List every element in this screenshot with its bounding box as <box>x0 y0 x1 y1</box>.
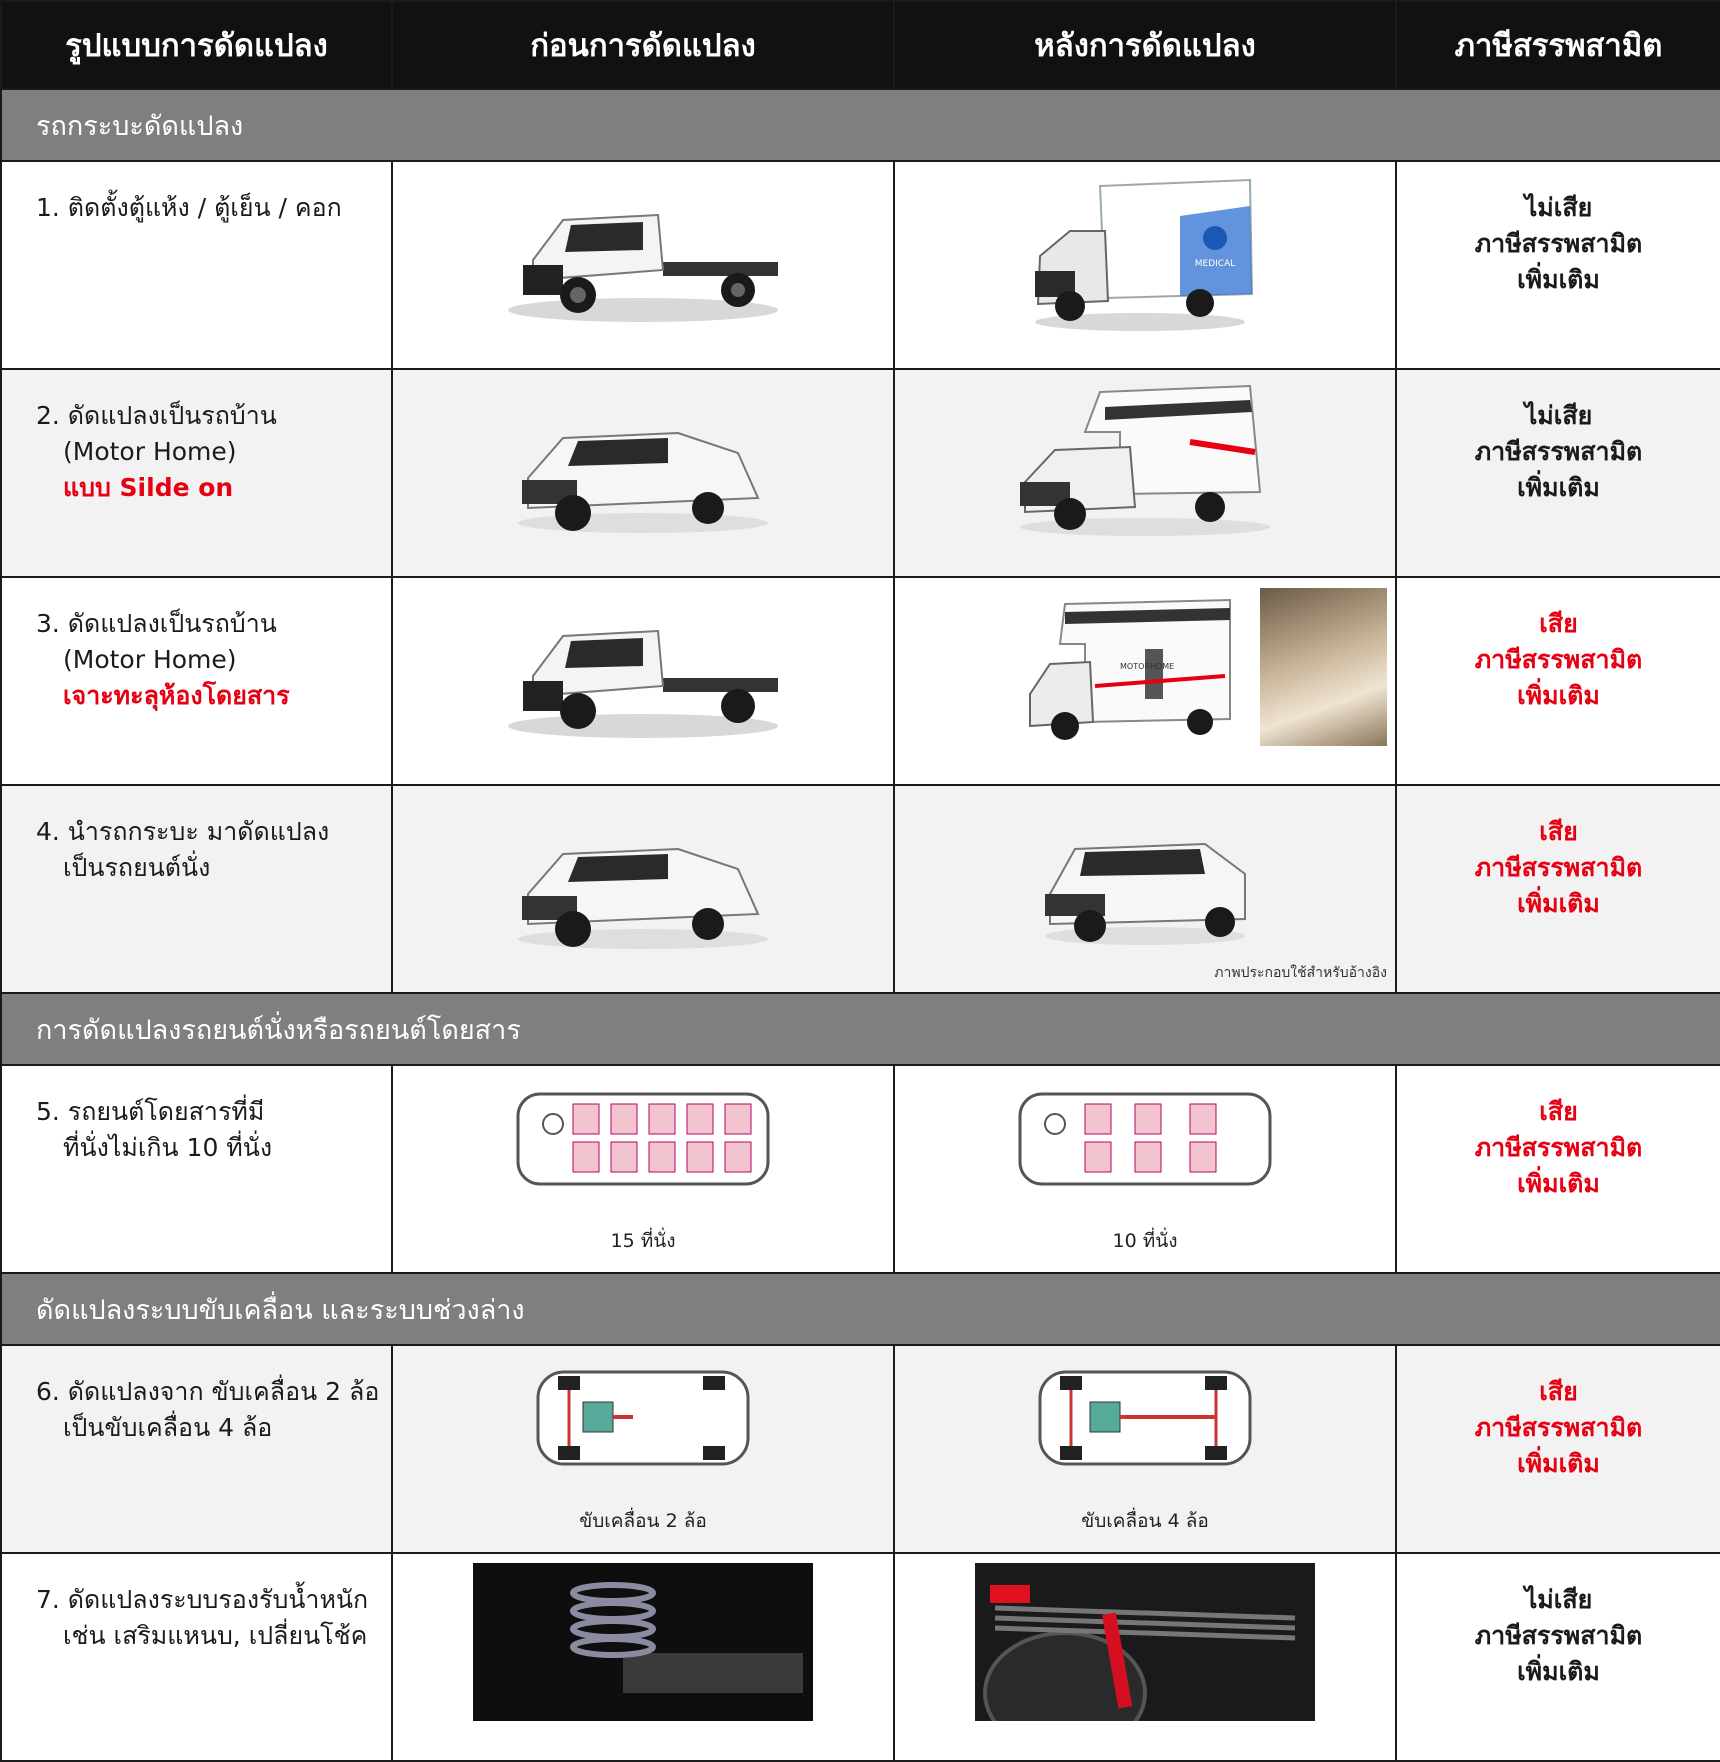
desc-line2: (Motor Home) <box>63 437 237 466</box>
before-image <box>392 369 894 577</box>
tax-status <box>1396 161 1720 369</box>
tax-line: เพิ่มเติม <box>1517 1449 1600 1478</box>
table-row <box>1 369 1720 577</box>
header-excise-tax: ภาษีสรรพสามิต <box>1396 1 1720 89</box>
desc-line1: 1. ติดตั้งตู้แห้ง / ตู้เย็น / คอก <box>36 193 342 222</box>
drivetrain-caption: ขับเคลื่อน 2 ล้อ <box>579 1510 707 1532</box>
tax-status <box>1396 577 1720 785</box>
header-row <box>1 1 1720 89</box>
before-image <box>392 1345 894 1553</box>
before-image <box>392 785 894 993</box>
drivetrain-caption: ขับเคลื่อน 4 ล้อ <box>1081 1510 1209 1532</box>
tax-line: เพิ่มเติม <box>1517 265 1600 294</box>
double-cab-pickup-image <box>508 408 778 538</box>
tax-line: ภาษีสรรพสามิต <box>1474 1621 1643 1650</box>
modification-desc <box>1 161 392 369</box>
desc-line3: แบบ Silde on <box>63 473 234 502</box>
tax-line: เพิ่มเติม <box>1517 889 1600 918</box>
after-image <box>894 369 1396 577</box>
modification-desc <box>1 577 392 785</box>
desc-line1: 4. นำรถกระบะ มาดัดแปลง <box>36 817 330 846</box>
tax-status <box>1396 1553 1720 1761</box>
motorhome-interior-photo <box>1260 588 1387 746</box>
tax-line: ภาษีสรรพสามิต <box>1474 1413 1643 1442</box>
van-10-seat-layout-image <box>1015 1084 1275 1194</box>
after-image <box>894 1345 1396 1553</box>
tax-line: เสีย <box>1539 1097 1578 1126</box>
modification-desc <box>1 1065 392 1273</box>
table-row <box>1 1345 1720 1553</box>
refrigerated-box-truck-image <box>1030 176 1260 334</box>
after-image <box>894 1553 1396 1761</box>
after-image <box>894 161 1396 369</box>
desc-line1: 5. รถยนต์โดยสารที่มี <box>36 1097 265 1126</box>
section-title: การดัดแปลงรถยนต์นั่งหรือรถยนต์โดยสาร <box>1 993 1720 1065</box>
after-image <box>894 785 1396 993</box>
modification-desc <box>1 1553 392 1761</box>
after-image <box>894 1065 1396 1273</box>
tax-line: ไม่เสีย <box>1524 401 1593 430</box>
illustration-note: ภาพประกอบใช้สำหรับอ้างอิง <box>1214 965 1387 981</box>
svg-text:MEDICAL: MEDICAL <box>1194 259 1236 269</box>
tax-line: เสีย <box>1539 817 1578 846</box>
seat-count-caption: 15 ที่นั่ง <box>610 1230 676 1252</box>
tax-status <box>1396 785 1720 993</box>
header-modification-type: รูปแบบการดัดแปลง <box>1 1 392 89</box>
table-row <box>1 785 1720 993</box>
double-cab-pickup-image <box>508 824 778 954</box>
header-after: หลังการดัดแปลง <box>894 1 1396 89</box>
van-15-seat-layout-image <box>513 1084 773 1194</box>
table-row <box>1 1065 1720 1273</box>
section-drivetrain <box>1 1273 1720 1345</box>
header-before: ก่อนการดัดแปลง <box>392 1 894 89</box>
tax-line: ภาษีสรรพสามิต <box>1474 645 1643 674</box>
desc-line1: 6. ดัดแปลงจาก ขับเคลื่อน 2 ล้อ <box>36 1377 380 1406</box>
section-passenger <box>1 993 1720 1065</box>
cab-chassis-truck-image <box>493 180 793 330</box>
tax-line: เพิ่มเติม <box>1517 681 1600 710</box>
tax-line: ไม่เสีย <box>1524 193 1593 222</box>
tax-line: ภาษีสรรพสามิต <box>1474 853 1643 882</box>
section-pickup <box>1 89 1720 161</box>
section-title: ดัดแปลงระบบขับเคลื่อน และระบบช่วงล่าง <box>1 1273 1720 1345</box>
modification-desc <box>1 369 392 577</box>
tax-line: ภาษีสรรพสามิต <box>1474 437 1643 466</box>
seat-count-caption: 10 ที่นั่ง <box>1112 1230 1178 1252</box>
modification-desc <box>1 785 392 993</box>
leaf-spring-shock-photo <box>975 1563 1315 1721</box>
desc-line2: เป็นรถยนต์นั่ง <box>63 853 211 882</box>
slide-on-camper-image <box>1010 382 1280 540</box>
desc-line1: 3. ดัดแปลงเป็นรถบ้าน <box>36 609 277 638</box>
modification-desc <box>1 1345 392 1553</box>
2wd-drivetrain-diagram <box>533 1362 753 1474</box>
tax-status <box>1396 369 1720 577</box>
table-row <box>1 577 1720 785</box>
desc-line2: ที่นั่งไม่เกิน 10 ที่นั่ง <box>63 1133 273 1162</box>
tax-line: ภาษีสรรพสามิต <box>1474 1133 1643 1162</box>
tax-line: เพิ่มเติม <box>1517 473 1600 502</box>
tax-status <box>1396 1065 1720 1273</box>
before-image <box>392 1553 894 1761</box>
after-image <box>894 577 1396 785</box>
desc-line1: 2. ดัดแปลงเป็นรถบ้าน <box>36 401 277 430</box>
desc-line2: เช่น เสริมแหนบ, เปลี่ยนโช้ค <box>63 1621 368 1650</box>
cab-chassis-truck-image <box>493 596 793 746</box>
before-image <box>392 161 894 369</box>
tax-line: ภาษีสรรพสามิต <box>1474 229 1643 258</box>
desc-line1: 7. ดัดแปลงระบบรองรับน้ำหนัก <box>36 1585 369 1614</box>
4wd-drivetrain-diagram <box>1035 1362 1255 1474</box>
coil-spring-suspension-photo <box>473 1563 813 1721</box>
svg-text:MOTORHOME: MOTORHOME <box>1120 662 1175 671</box>
table-row <box>1 161 1720 369</box>
tax-line: เสีย <box>1539 1377 1578 1406</box>
tax-status <box>1396 1345 1720 1553</box>
section-title: รถกระบะดัดแปลง <box>1 89 1720 161</box>
desc-line2: เป็นขับเคลื่อน 4 ล้อ <box>63 1413 273 1442</box>
desc-line3: เจาะทะลุห้องโดยสาร <box>63 681 290 710</box>
tax-line: เสีย <box>1539 609 1578 638</box>
before-image <box>392 577 894 785</box>
motorhome-image <box>1025 594 1235 744</box>
tax-line: เพิ่มเติม <box>1517 1169 1600 1198</box>
tax-line: เพิ่มเติม <box>1517 1657 1600 1686</box>
desc-line2: (Motor Home) <box>63 645 237 674</box>
suv-image <box>1035 824 1255 949</box>
before-image <box>392 1065 894 1273</box>
table-row <box>1 1553 1720 1761</box>
tax-line: ไม่เสีย <box>1524 1585 1593 1614</box>
